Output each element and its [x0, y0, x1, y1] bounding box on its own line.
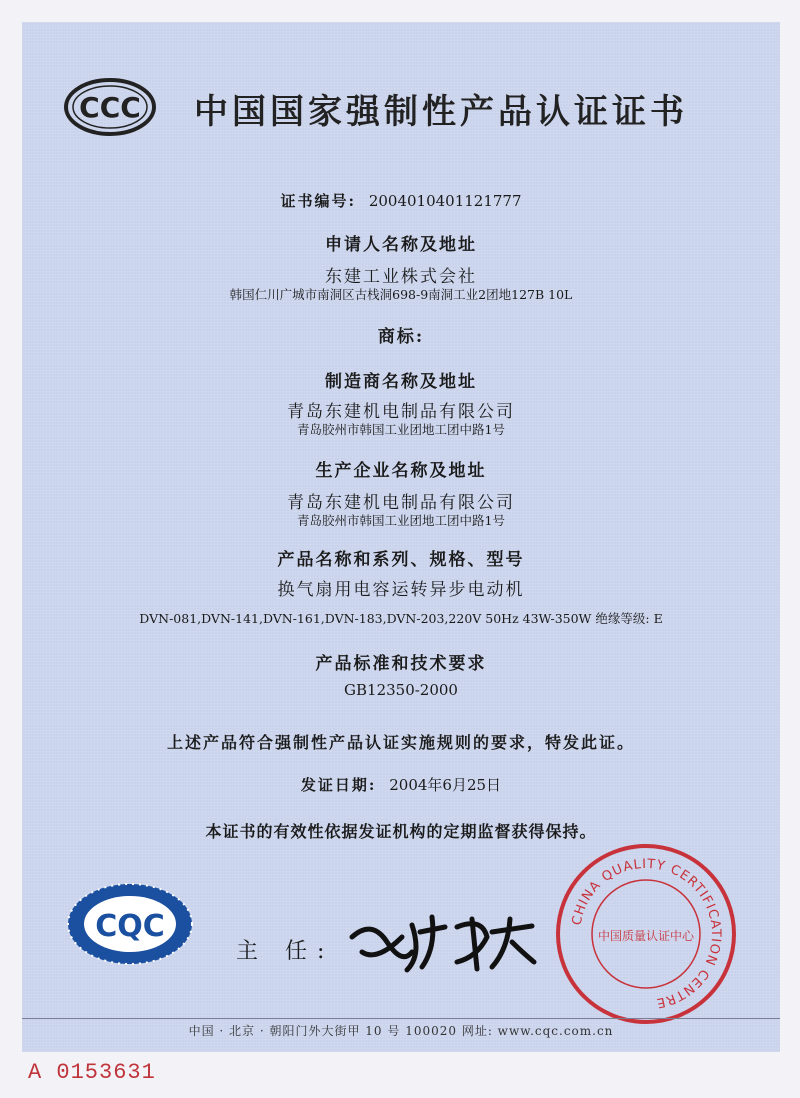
manufacturer-name: 青岛东建机电制品有限公司: [287, 402, 515, 422]
standard-value: GB12350-2000: [344, 681, 458, 699]
conformity-statement: 上述产品符合强制性产品认证实施规则的要求，特发此证。: [166, 733, 635, 752]
issue-date-label: 发证日期:: [300, 776, 377, 794]
applicant-label: 申请人名称及地址: [325, 235, 477, 255]
manufacturer-label: 制造商名称及地址: [325, 372, 477, 392]
seal-outer-text: CHINA QUALITY CERTIFICATION CENTRE: [569, 856, 724, 1011]
product-name: 换气扇用电容运转异步电动机: [277, 580, 525, 600]
factory-address: 青岛胶州市韩国工业团地工团中路1号: [297, 513, 505, 528]
certificate-page: [22, 22, 780, 1052]
ccc-logo: [64, 77, 156, 137]
certificate-title: 中国国家强制性产品认证证书: [194, 92, 688, 132]
serial-number: A 0153631: [28, 1060, 156, 1085]
manufacturer-address: 青岛胶州市韩国工业团地工团中路1号: [297, 422, 505, 437]
issue-date-row: [22, 774, 780, 795]
product-models: DVN-081,DVN-141,DVN-161,DVN-183,DVN-203,220V 50Hz 43W-350W 绝缘等级: E: [139, 611, 663, 626]
seal-inner-text: 中国质量认证中心: [597, 929, 695, 943]
standard-label: 产品标准和技术要求: [315, 654, 487, 674]
certificate-number-row: [22, 190, 780, 211]
factory-label: 生产企业名称及地址: [315, 461, 487, 481]
factory-name: 青岛东建机电制品有限公司: [287, 493, 515, 513]
trademark-label: 商标:: [377, 327, 425, 347]
official-seal: [552, 840, 740, 1028]
validity-note: 本证书的有效性依据发证机构的定期监督获得保持。: [205, 822, 597, 841]
cqc-logo-text: CQC: [95, 909, 165, 944]
applicant-name: 东建工业株式会社: [325, 267, 477, 287]
footer-divider: [22, 1018, 780, 1019]
footer-address: 中国 · 北京 · 朝阳门外大街甲 10 号 100020 网址: www.cqc.com.cn: [188, 1024, 614, 1038]
director-signature: [342, 907, 552, 977]
ccc-logo-text: CCC: [79, 91, 141, 124]
cqc-logo: [60, 874, 200, 974]
certificate-number-label: 证书编号:: [280, 192, 357, 210]
certificate-number-value: 2004010401121777: [368, 192, 522, 210]
product-label: 产品名称和系列、规格、型号: [277, 550, 525, 570]
applicant-address: 韩国仁川广城市南洞区古栈洞698-9南洞工业2团地127B 10L: [229, 287, 573, 302]
issue-date-value: 2004年6月25日: [389, 776, 502, 794]
director-label: 主 任:: [236, 939, 335, 964]
